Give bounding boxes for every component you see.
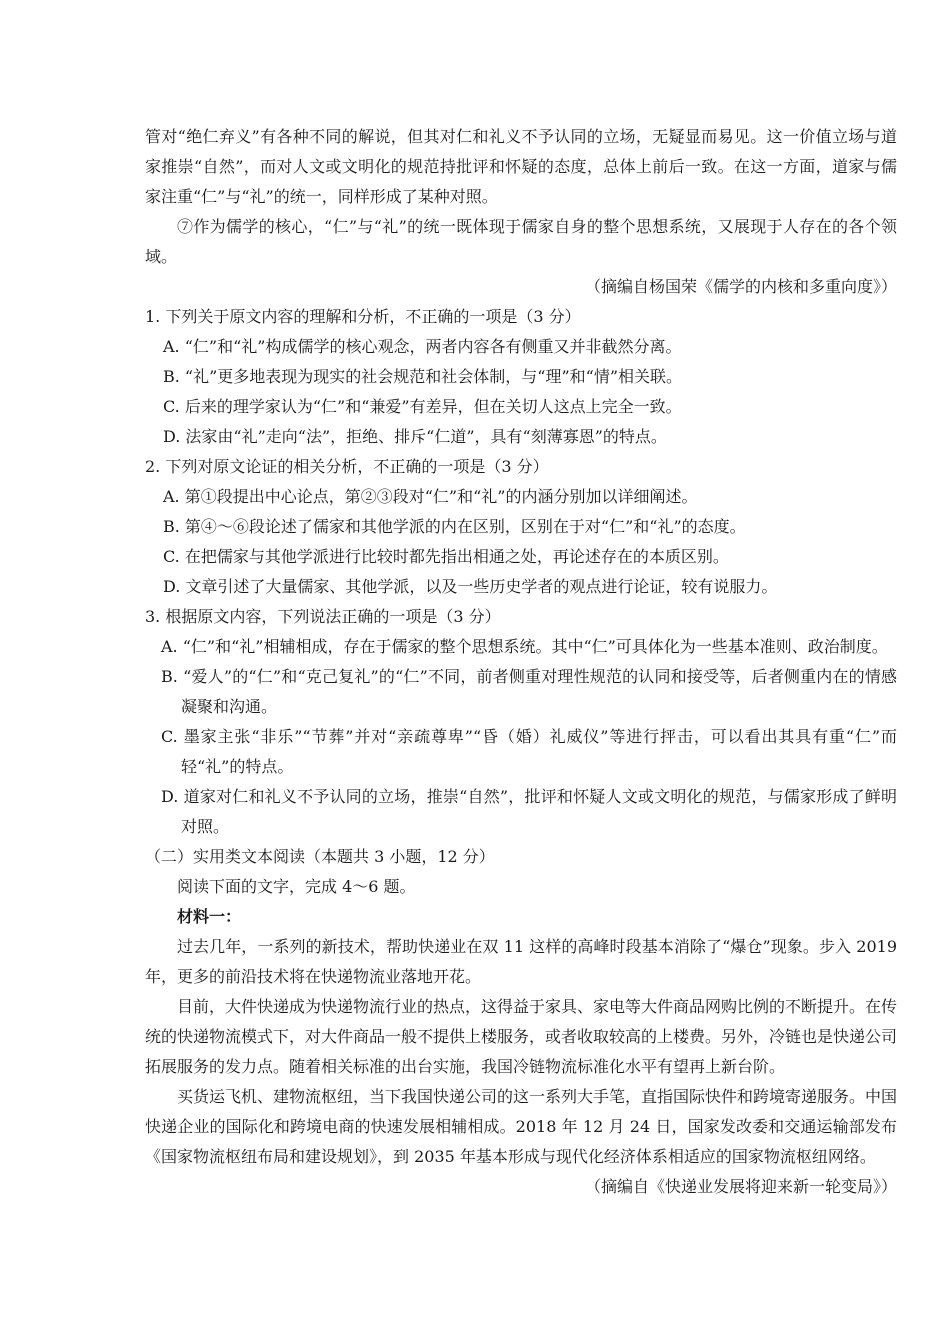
option-c: C. 后来的理学家认为“仁”和“兼爱”有差异，但在关切人这点上完全一致。 bbox=[163, 397, 682, 416]
option-b: B. 第④～⑥段论述了儒家和其他学派的内在区别，区别在于对“仁”和“礼”的态度。 bbox=[163, 517, 746, 536]
material-paragraph: 过去几年，一系列的新技术，帮助快递业在双 11 这样的高峰时段基本消除了“爆仓”现象。步入 2019 年，更多的前沿技术将在快递物流业落地开花。 bbox=[145, 937, 897, 986]
option-d: D. 法家由“礼”走向“法”，拒绝、排斥“仁道”，具有“刻薄寡恩”的特点。 bbox=[163, 427, 667, 446]
passage-source: （摘编自杨国荣《儒学的内核和多重向度》） bbox=[584, 277, 897, 296]
question-stem: 2. 下列对原文论证的相关分析，不正确的一项是（3 分） bbox=[145, 457, 549, 476]
question-stem: 1. 下列关于原文内容的理解和分析，不正确的一项是（3 分） bbox=[145, 307, 581, 326]
material-source: （摘编自《快递业发展将迎来新一轮变局》） bbox=[584, 1177, 897, 1196]
passage-paragraph-6-tail: 管对“绝仁弃义”有各种不同的解说，但其对仁和礼义不予认同的立场，无疑显而易见。这一价值立场与道家推崇“自然”，而对人文或文明化的规范持批评和怀疑的态度，总体上前后一致。在这一方面，道家与儒家注重“仁”与“礼”的统一，同样形成了某种对照。 bbox=[145, 127, 897, 206]
option-b: B. “爱人”的“仁”和“克己复礼”的“仁”不同，前者侧重对理性规范的认同和接受等，后者侧重内在的情感凝聚和沟通。 bbox=[161, 667, 897, 716]
question-stem: 3. 根据原文内容，下列说法正确的一项是（3 分） bbox=[145, 607, 501, 626]
option-c: C. 墨家主张“非乐”“节葬”并对“亲疏尊卑”“昏（婚）礼威仪”等进行抨击，可以看出其具有重“仁”而轻“礼”的特点。 bbox=[161, 727, 897, 776]
passage-paragraph-7: ⑦作为儒学的核心，“仁”与“礼”的统一既体现于儒家自身的整个思想系统，又展现于人存在的各个领域。 bbox=[145, 217, 897, 266]
material-paragraph: 买货运飞机、建物流枢纽，当下我国快递公司的这一系列大手笔，直指国际快件和跨境寄递服务。中国快递企业的国际化和跨境电商的快速发展相辅相成。2018 年 12 月 24 日，国家发改委和交通运输部发布《国家物流枢纽布局和建设规划》，到 2035 年基本形成与现代化经济体系相适应的国家物流枢纽网络。 bbox=[145, 1087, 898, 1166]
section-instruction: 阅读下面的文字，完成 4～6 题。 bbox=[177, 877, 416, 896]
question-3 bbox=[145, 602, 897, 842]
option-a: A. “仁”和“礼”构成儒学的核心观念，两者内容各有侧重又并非截然分离。 bbox=[163, 337, 682, 356]
option-a: A. “仁”和“礼”相辅相成，存在于儒家的整个思想系统。其中“仁”可具体化为一些基本准则、政治制度。 bbox=[161, 637, 888, 656]
question-1 bbox=[145, 302, 897, 452]
option-d: D. 道家对仁和礼义不予认同的立场，推崇“自然”，批评和怀疑人文或文明化的规范，与儒家形成了鲜明对照。 bbox=[161, 787, 897, 836]
material-label: 材料一： bbox=[177, 907, 242, 926]
material-paragraph: 目前，大件快递成为快递物流行业的热点，这得益于家具、家电等大件商品网购比例的不断提升。在传统的快递物流模式下，对大件商品一般不提供上楼服务，或者收取较高的上楼费。另外，冷链也是快递公司拓展服务的发力点。随着相关标准的出台实施，我国冷链物流标准化水平有望再上新台阶。 bbox=[145, 997, 898, 1076]
option-c: C. 在把儒家与其他学派进行比较时都先指出相通之处，再论述存在的本质区别。 bbox=[163, 547, 729, 566]
page-content bbox=[145, 122, 897, 1202]
option-a: A. 第①段提出中心论点，第②③段对“仁”和“礼”的内涵分别加以详细阐述。 bbox=[163, 487, 698, 506]
question-2 bbox=[145, 452, 897, 602]
option-b: B. “礼”更多地表现为现实的社会规范和社会体制，与“理”和“情”相关联。 bbox=[163, 367, 683, 386]
option-d: D. 文章引述了大量儒家、其他学派，以及一些历史学者的观点进行论证，较有说服力。 bbox=[163, 577, 778, 596]
section-heading: （二）实用类文本阅读（本题共 3 小题，12 分） bbox=[145, 847, 495, 866]
